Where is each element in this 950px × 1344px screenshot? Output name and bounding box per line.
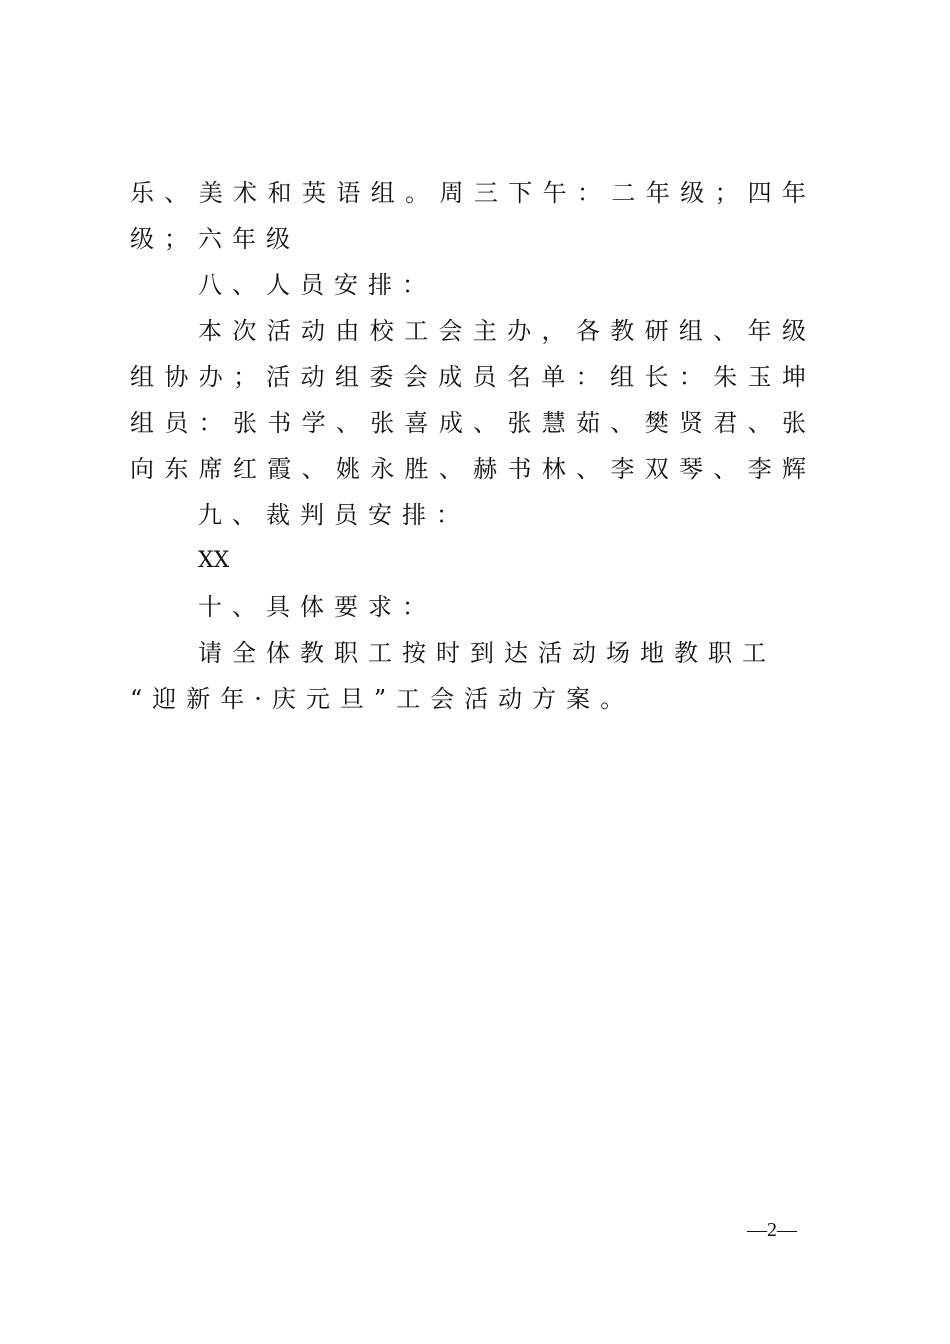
text-line-7: 向 东 席 红 霞 、 姚 永 胜 、 赫 书 林 、 李 双 琴 、 李 辉 (130, 455, 806, 483)
text-line-1: 乐 、 美 术 和 英 语 组 。 周 三 下 午 ： 二 年 级 ； 四 年 (130, 179, 806, 207)
text-line-11: 请全体教职工按时到达活动场地教职工 (198, 639, 776, 667)
text-line-2: 级；六年级 (130, 225, 300, 253)
text-line-12: “迎新年·庆元旦”工会活动方案。 (130, 685, 635, 713)
text-line-5: 组 协 办 ； 活 动 组 委 会 成 员 名 单 ： 组 长 ： 朱 玉 坤 (130, 363, 806, 391)
text-line-6: 组 员 ： 张 书 学 、 张 喜 成 、 张 慧 茹 、 樊 贤 君 、 张 (130, 409, 806, 437)
section-heading-referees: 九、裁判员安排： (198, 501, 470, 529)
referee-value: XX (198, 548, 230, 573)
page-number: —2— (747, 1219, 797, 1241)
document-body (130, 170, 806, 722)
section-heading-requirements: 十、具体要求： (198, 593, 436, 621)
section-heading-personnel: 八、人员安排： (198, 271, 436, 299)
text-line-4: 本 次 活 动 由 校 工 会 主 办 ， 各 教 研 组 、 年 级 (198, 317, 806, 345)
